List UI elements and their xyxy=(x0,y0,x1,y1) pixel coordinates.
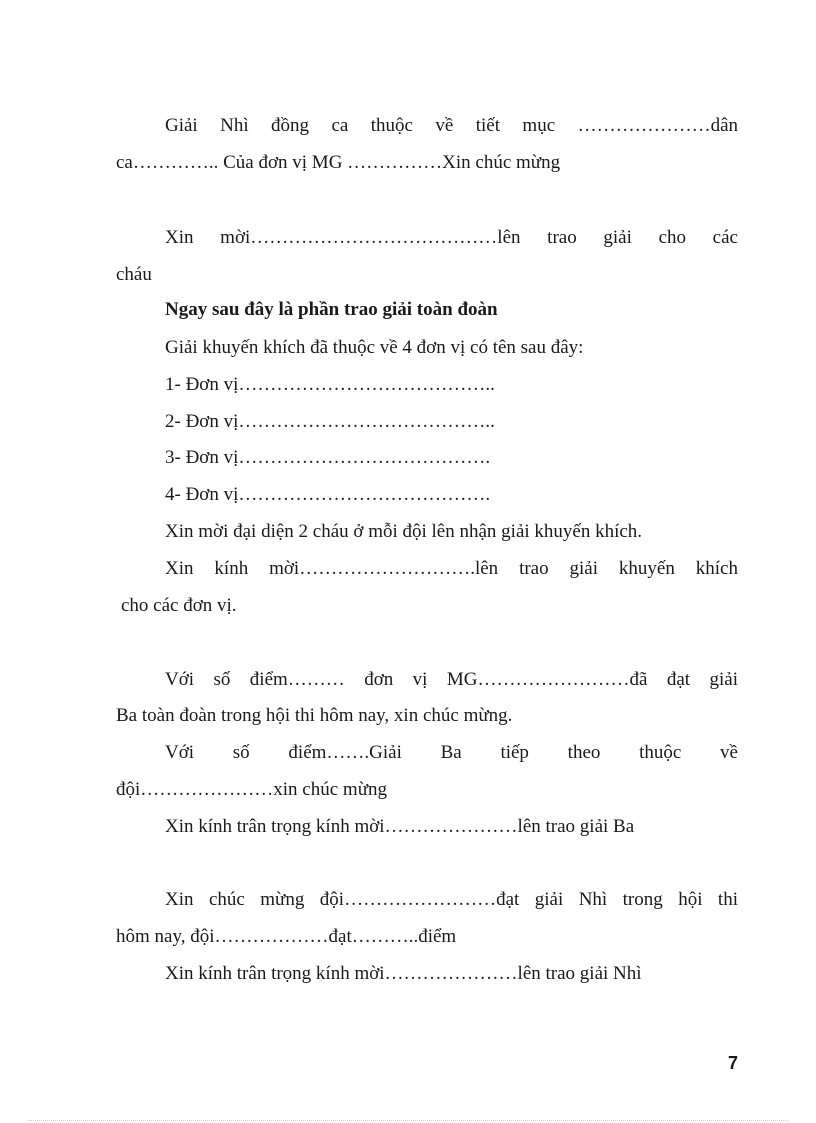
paragraph-line: Với số điểm……… đơn vị MG……………………đã đạt giải xyxy=(165,669,738,690)
paragraph-line: cháu xyxy=(116,264,152,285)
section-heading: Ngay sau đây là phần trao giải toàn đoàn xyxy=(165,299,498,320)
paragraph-line: Giải Nhì đồng ca thuộc về tiết mục …………………dân xyxy=(165,115,738,136)
footer-divider xyxy=(28,1120,788,1121)
paragraph-line: Giải khuyến khích đã thuộc về 4 đơn vị có tên sau đây: xyxy=(165,337,584,358)
list-item: 3- Đơn vị…………………………………. xyxy=(165,447,491,468)
paragraph-line: Xin kính trân trọng kính mời…………………lên trao giải Nhì xyxy=(165,963,642,984)
paragraph-line: Ba toàn đoàn trong hội thi hôm nay, xin chúc mừng. xyxy=(116,705,513,726)
paragraph-line: Xin chúc mừng đội……………………đạt giải Nhì trong hội thi xyxy=(165,889,738,910)
page-number: 7 xyxy=(727,1053,738,1073)
paragraph-line: Xin mời đại diện 2 cháu ở mỗi đội lên nhận giải khuyến khích. xyxy=(165,521,643,542)
list-item: 2- Đơn vị………………………………….. xyxy=(165,411,495,432)
list-item: 4- Đơn vị…………………………………. xyxy=(165,484,491,505)
paragraph-line: hôm nay, đội………………đạt………..điểm xyxy=(116,926,457,947)
paragraph-line: cho các đơn vị. xyxy=(121,595,237,616)
list-item: 1- Đơn vị………………………………….. xyxy=(165,374,495,395)
paragraph-line: đội…………………xin chúc mừng xyxy=(116,779,388,800)
paragraph-line: Với số điểm…….Giải Ba tiếp theo thuộc về xyxy=(165,742,738,763)
paragraph-line: Xin kính trân trọng kính mời…………………lên trao giải Ba xyxy=(165,816,635,837)
paragraph-line: Xin kính mời……………………….lên trao giải khuyến khích xyxy=(165,558,738,579)
paragraph-line: ca………….. Của đơn vị MG ……………Xin chúc mừng xyxy=(116,152,561,173)
paragraph-line: Xin mời…………………………………lên trao giải cho các xyxy=(165,227,738,248)
